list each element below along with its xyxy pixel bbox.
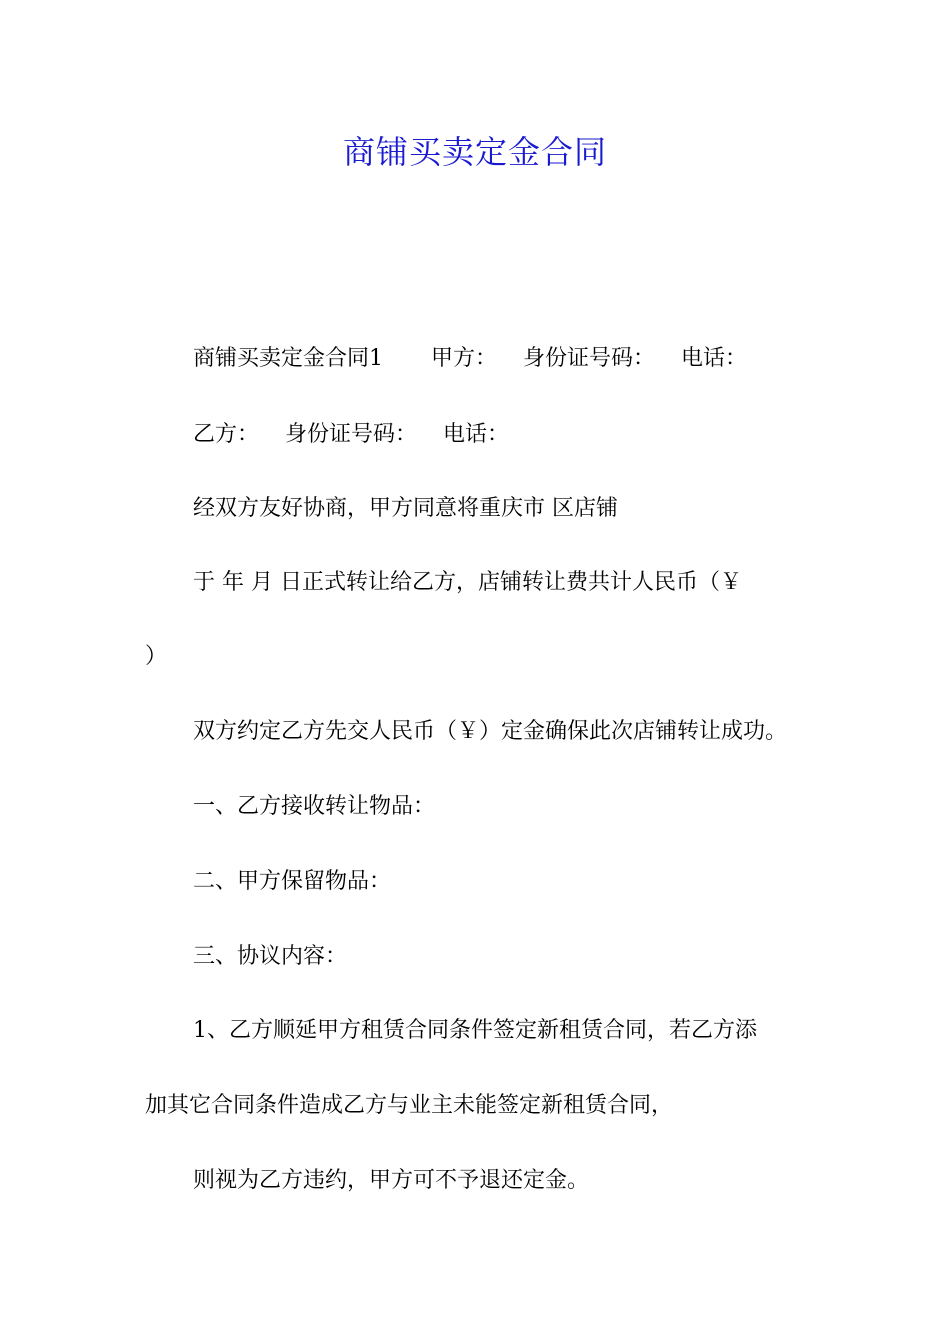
section-three-heading: 三、协议内容： [193,944,348,969]
clause-one-line3: 则视为乙方违约，甲方可不予退还定金。 [193,1168,590,1193]
party-b-phone-label: 电话： [443,422,510,447]
section-one-heading: 一、乙方接收转让物品： [193,794,436,819]
party-b-label: 乙方： [193,422,260,447]
paragraph-agreement: 经双方友好协商，甲方同意将重庆市 区店铺 [193,496,618,521]
party-a-label: 甲方： [431,346,498,371]
party-b-line [0,420,950,450]
party-a-id-label: 身份证号码： [523,346,656,371]
paragraph-transfer-date: 于 年 月 日正式转让给乙方，店铺转让费共计人民币（￥ [193,570,742,595]
party-a-line [0,344,950,374]
section-two-heading: 二、甲方保留物品： [193,869,392,894]
paragraph-deposit: 双方约定乙方先交人民币（￥）定金确保此次店铺转让成功。 [193,719,788,744]
contract-heading-inline: 商铺买卖定金合同1 [193,346,383,371]
document-title: 商铺买卖定金合同 [342,133,607,171]
paragraph-transfer-close: ） [145,644,168,669]
clause-one-line1: 1、乙方顺延甲方租赁合同条件签定新租赁合同，若乙方添 [193,1018,757,1043]
party-a-phone-label: 电话： [681,346,748,371]
clause-one-line2: 加其它合同条件造成乙方与业主未能签定新租赁合同， [145,1093,674,1118]
party-b-id-label: 身份证号码： [285,422,418,447]
